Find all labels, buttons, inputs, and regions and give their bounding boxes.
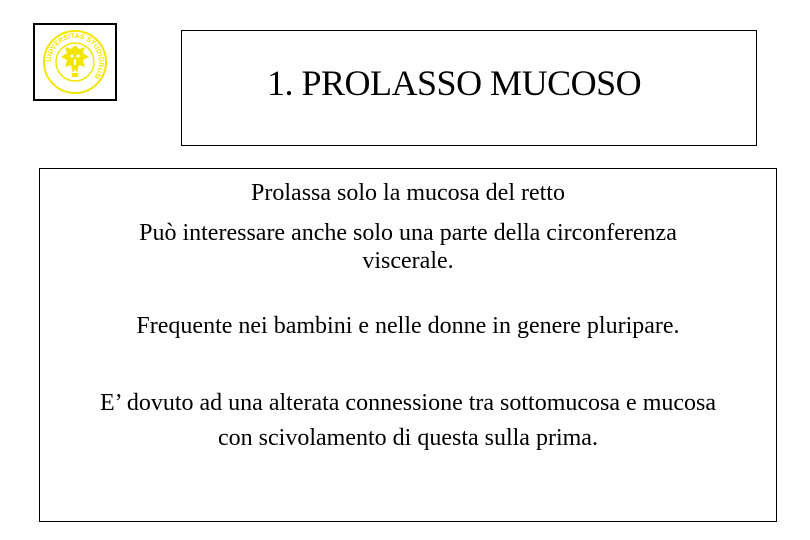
- seal-ring-text: UNIVERSITAS STUDIORUM: [45, 32, 105, 80]
- content-frame: [39, 168, 777, 522]
- title-frame: [181, 30, 757, 146]
- university-seal-icon: [39, 29, 111, 95]
- body-line-3: viscerale.: [362, 248, 454, 274]
- logo-frame: [33, 23, 117, 101]
- body-line-2: Può interessare anche solo una parte della circonferenza: [139, 220, 677, 246]
- body-line-4: Frequente nei bambini e nelle donne in genere pluripare.: [136, 313, 680, 339]
- body-line-6: con scivolamento di questa sulla prima.: [218, 425, 598, 451]
- slide-title: 1. PROLASSO MUCOSO: [267, 63, 642, 103]
- body-line-1: Prolassa solo la mucosa del retto: [251, 180, 565, 206]
- body-line-5: E’ dovuto ad una alterata connessione tra sottomucosa e mucosa: [99, 390, 717, 416]
